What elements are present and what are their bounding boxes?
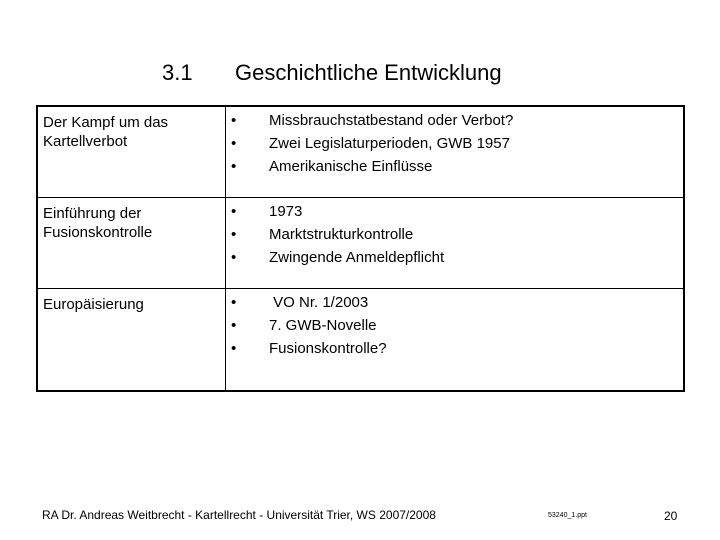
row-label: Einführung der Fusionskontrolle <box>37 198 226 289</box>
list-item: • Missbrauchstatbestand oder Verbot? <box>231 109 683 132</box>
bullet-icon: • <box>231 203 237 220</box>
bullet-icon: • <box>231 317 237 334</box>
title-text: Geschichtliche Entwicklung <box>235 60 502 85</box>
bullet-icon: • <box>231 249 237 266</box>
bullet-list <box>226 289 685 392</box>
list-item: • Fusionskontrolle? <box>231 337 683 360</box>
bullet-list <box>226 198 685 289</box>
bullet-list <box>226 106 685 198</box>
list-item: • 7. GWB-Novelle <box>231 314 683 337</box>
slide-title <box>0 60 720 90</box>
table-row <box>37 198 684 289</box>
bullet-icon: • <box>231 294 237 311</box>
bullet-icon: • <box>231 158 237 175</box>
list-item: • Zwingende Anmeldepflicht <box>231 246 683 269</box>
list-item: • Amerikanische Einflüsse <box>231 155 683 178</box>
list-item: • VO Nr. 1/2003 <box>231 291 683 314</box>
file-reference: 53240_1.ppt <box>548 512 587 519</box>
list-item: • Marktstrukturkontrolle <box>231 223 683 246</box>
table-row <box>37 289 684 392</box>
bullet-icon: • <box>231 226 237 243</box>
row-label: Der Kampf um das Kartellverbot <box>37 106 226 198</box>
footer-text: RA Dr. Andreas Weitbrecht - Kartellrecht - Universität Trier, WS 2007/2008 <box>42 508 436 522</box>
section-number: 3.1 <box>162 60 193 85</box>
history-table <box>36 105 685 392</box>
bullet-icon: • <box>231 135 237 152</box>
row-label: Europäisierung <box>37 289 226 392</box>
list-item: • 1973 <box>231 200 683 223</box>
page-number: 20 <box>664 509 678 523</box>
bullet-icon: • <box>231 112 237 129</box>
list-item: • Zwei Legislaturperioden, GWB 1957 <box>231 132 683 155</box>
table-row <box>37 106 684 198</box>
bullet-icon: • <box>231 340 237 357</box>
